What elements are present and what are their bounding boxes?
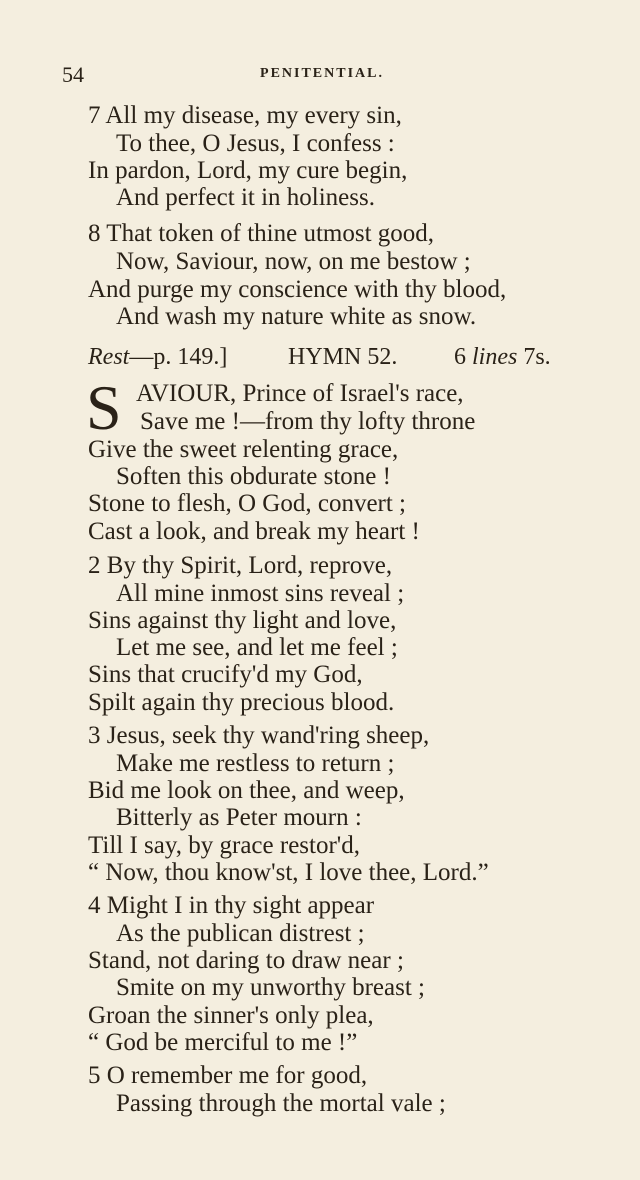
stanza8-line1: 8 That token of thine utmost good, bbox=[88, 220, 435, 247]
verse3-line2: Make me restless to return ; bbox=[116, 750, 395, 777]
verse4-line2: As the publican distrest ; bbox=[116, 920, 365, 947]
stanza7-line4: And perfect it in holiness. bbox=[116, 184, 375, 211]
verse5-line2: Passing through the mortal vale ; bbox=[116, 1090, 446, 1117]
verse1-line6: Cast a look, and break my heart ! bbox=[88, 518, 420, 545]
stanza8-line2: Now, Saviour, now, on me bestow ; bbox=[116, 248, 471, 275]
stanza7-line2: To thee, O Jesus, I confess : bbox=[116, 130, 395, 157]
verse4-line4: Smite on my unworthy breast ; bbox=[116, 974, 425, 1001]
verse1-line5: Stone to flesh, O God, convert ; bbox=[88, 490, 407, 517]
meter-label: lines bbox=[472, 344, 518, 370]
stanza7-line3: In pardon, Lord, my cure begin, bbox=[88, 157, 408, 184]
drop-cap: S bbox=[86, 372, 122, 443]
verse3-line6: “ Now, thou know'st, I love thee, Lord.” bbox=[88, 859, 489, 886]
verse1-line1: AVIOUR, Prince of Israel's race, bbox=[136, 380, 464, 407]
verse4-line6: “ God be merciful to me !” bbox=[88, 1029, 358, 1056]
verse1-line2: Save me !—from thy lofty throne bbox=[140, 408, 476, 435]
verse3-line4: Bitterly as Peter mourn : bbox=[116, 804, 362, 831]
running-title: PENITENTIAL. bbox=[260, 66, 384, 81]
hymn-heading bbox=[88, 344, 592, 374]
verse3-line1: 3 Jesus, seek thy wand'ring sheep, bbox=[88, 722, 430, 749]
tune-name: Rest bbox=[88, 344, 130, 370]
verse2-line1: 2 By thy Spirit, Lord, reprove, bbox=[88, 552, 393, 579]
verse4-line5: Groan the sinner's only plea, bbox=[88, 1002, 374, 1029]
verse2-line3: Sins against thy light and love, bbox=[88, 607, 397, 634]
verse5-line1: 5 O remember me for good, bbox=[88, 1062, 368, 1089]
stanza7-line1: 7 All my disease, my every sin, bbox=[88, 102, 402, 129]
verse3-line3: Bid me look on thee, and weep, bbox=[88, 777, 405, 804]
verse2-line5: Sins that crucify'd my God, bbox=[88, 661, 363, 688]
verse3-line5: Till I say, by grace restor'd, bbox=[88, 832, 361, 859]
verse1-line3: Give the sweet relenting grace, bbox=[88, 436, 399, 463]
verse1-line4: Soften this obdurate stone ! bbox=[116, 463, 391, 490]
page-number: 54 bbox=[62, 62, 84, 87]
page-header bbox=[62, 62, 582, 88]
tune-reference: —p. 149.] bbox=[129, 344, 228, 370]
meter-number: 6 bbox=[454, 344, 466, 370]
verse4-line3: Stand, not daring to draw near ; bbox=[88, 947, 404, 974]
verse2-line4: Let me see, and let me feel ; bbox=[116, 634, 398, 661]
meter-suffix: 7s. bbox=[523, 344, 551, 370]
verse2-line2: All mine inmost sins reveal ; bbox=[116, 580, 405, 607]
verse4-line1: 4 Might I in thy sight appear bbox=[88, 892, 375, 919]
hymn-title: HYMN 52. bbox=[288, 344, 398, 370]
verse2-line6: Spilt again thy precious blood. bbox=[88, 689, 395, 716]
stanza8-line4: And wash my nature white as snow. bbox=[116, 303, 477, 330]
stanza8-line3: And purge my conscience with thy blood, bbox=[88, 276, 507, 303]
